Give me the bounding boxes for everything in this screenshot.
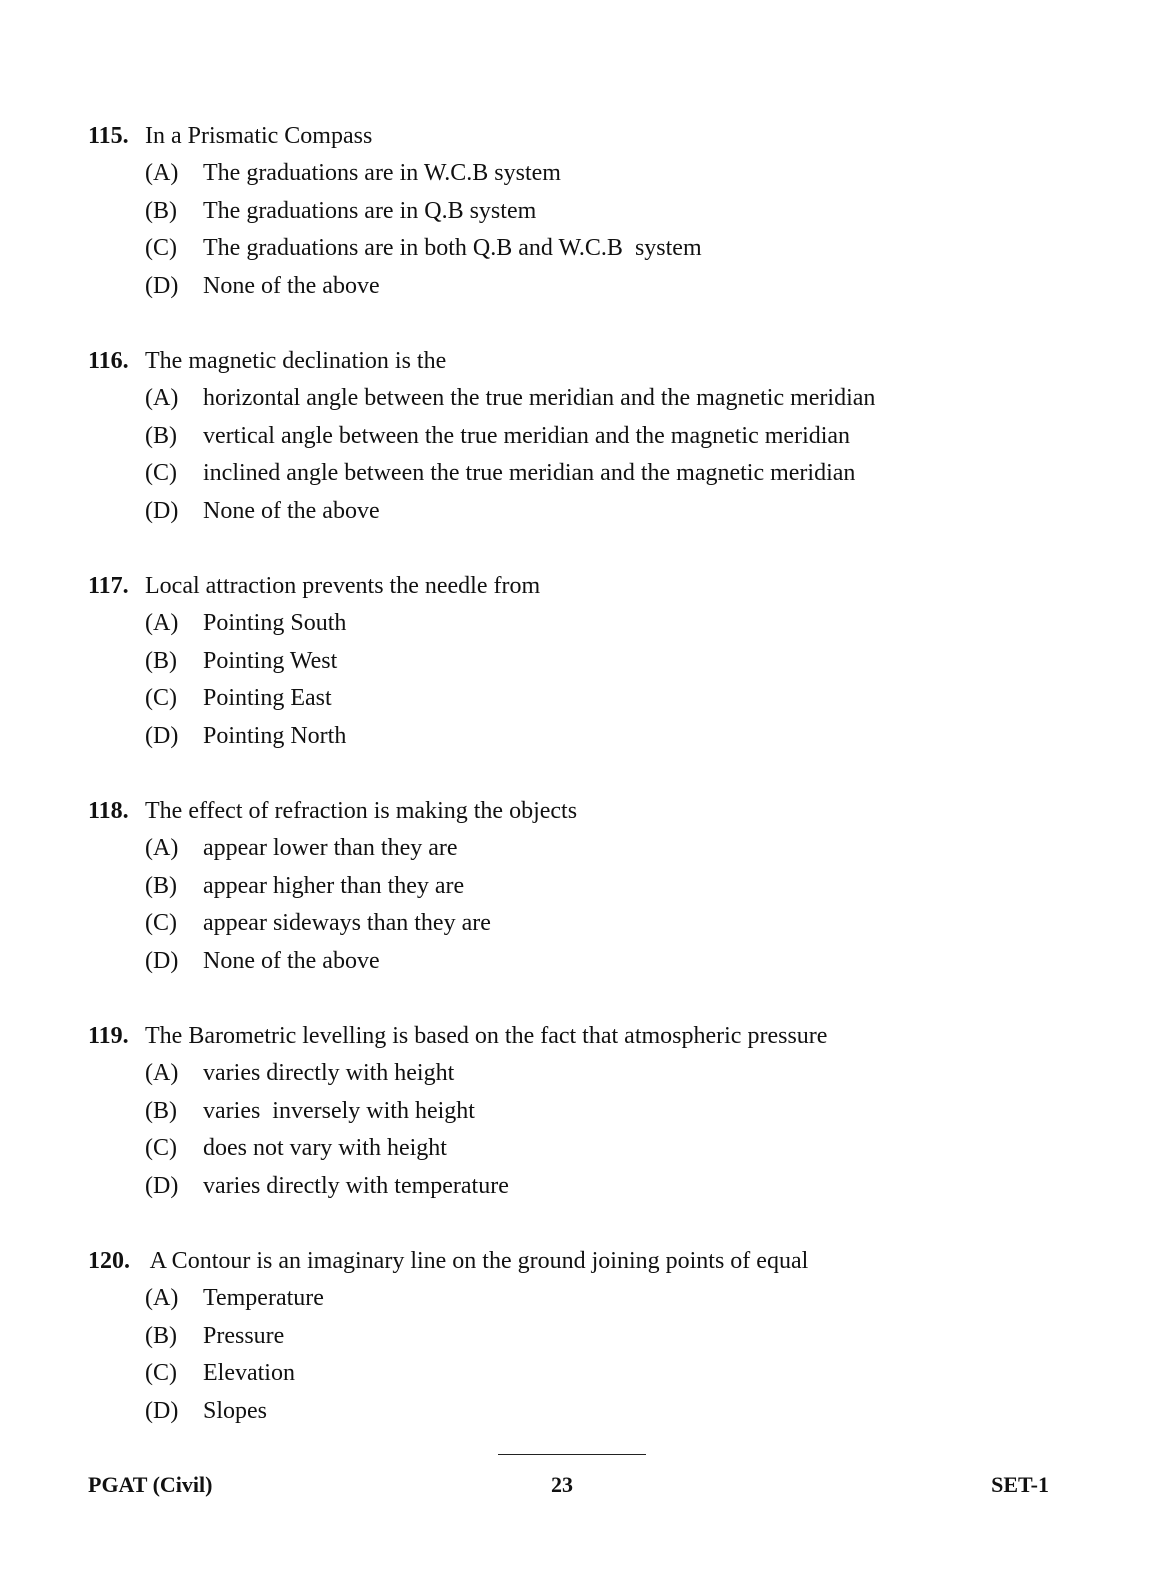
- option-label: (A): [145, 1285, 179, 1311]
- option-text: Pointing North: [203, 722, 347, 749]
- option-c: [88, 905, 1088, 943]
- option-text: None of the above: [203, 947, 380, 974]
- option-b: [88, 868, 1088, 906]
- question-text: The Barometric levelling is based on the fact that atmospheric pressure: [145, 1023, 828, 1049]
- question-number: 116.: [88, 348, 129, 374]
- option-c: [88, 1130, 1088, 1168]
- option-a: [88, 155, 1088, 193]
- question-text: In a Prismatic Compass: [145, 123, 373, 149]
- option-label: (C): [145, 910, 177, 936]
- option-label: (D): [145, 272, 179, 299]
- option-d: [88, 1393, 1088, 1431]
- option-text: None of the above: [203, 497, 380, 524]
- option-label: (B): [145, 1097, 177, 1124]
- option-text: does not vary with height: [203, 1135, 447, 1161]
- option-label: (B): [145, 422, 177, 449]
- option-b: [88, 193, 1088, 231]
- option-a: [88, 830, 1088, 868]
- question-number: 117.: [88, 573, 129, 599]
- option-d: [88, 268, 1088, 306]
- option-c: [88, 230, 1088, 268]
- option-b: [88, 643, 1088, 681]
- option-text: varies directly with temperature: [203, 1172, 509, 1199]
- option-d: [88, 718, 1088, 756]
- option-a: [88, 1055, 1088, 1093]
- question-stem: [88, 117, 1088, 155]
- option-d: [88, 1168, 1088, 1206]
- question-number: 118.: [88, 798, 129, 824]
- option-label: (B): [145, 872, 177, 899]
- question-stem: [88, 567, 1088, 605]
- question-stem: [88, 1017, 1088, 1055]
- option-text: Pointing West: [203, 647, 338, 674]
- question-list: [88, 117, 1088, 1467]
- option-text: appear lower than they are: [203, 835, 458, 861]
- option-label: (D): [145, 497, 179, 524]
- option-a: [88, 605, 1088, 643]
- question-text: The magnetic declination is the: [145, 348, 447, 374]
- question-text: The effect of refraction is making the objects: [145, 798, 578, 824]
- option-text: The graduations are in both Q.B and W.C.B system: [203, 235, 702, 261]
- option-label: (A): [145, 160, 179, 186]
- option-label: (C): [145, 1135, 177, 1161]
- option-d: [88, 943, 1088, 981]
- option-text: horizontal angle between the true meridian and the magnetic meridian: [203, 385, 876, 411]
- question-119: [88, 1017, 1088, 1205]
- option-label: (C): [145, 235, 177, 261]
- option-text: appear sideways than they are: [203, 910, 491, 936]
- question-number: 119.: [88, 1023, 129, 1049]
- option-b: [88, 418, 1088, 456]
- option-d: [88, 493, 1088, 531]
- option-label: (D): [145, 1397, 179, 1424]
- option-text: Slopes: [203, 1397, 268, 1424]
- question-118: [88, 792, 1088, 980]
- question-text: Local attraction prevents the needle from: [145, 573, 541, 599]
- option-a: [88, 380, 1088, 418]
- footer-page-number: 23: [551, 1472, 573, 1497]
- option-text: vertical angle between the true meridian and the magnetic meridian: [203, 422, 851, 449]
- option-b: [88, 1093, 1088, 1131]
- option-text: Elevation: [203, 1360, 295, 1386]
- option-text: inclined angle between the true meridian and the magnetic meridian: [203, 460, 856, 486]
- question-115: [88, 117, 1088, 305]
- footer-divider: [498, 1454, 646, 1455]
- option-b: [88, 1318, 1088, 1356]
- option-label: (A): [145, 835, 179, 861]
- footer-exam-title: PGAT (Civil): [88, 1472, 213, 1497]
- option-text: varies directly with height: [203, 1060, 455, 1086]
- question-stem: [88, 342, 1088, 380]
- option-label: (B): [145, 1322, 177, 1349]
- option-text: The graduations are in Q.B system: [203, 197, 537, 224]
- option-text: Pointing East: [203, 685, 332, 711]
- question-120: [88, 1242, 1088, 1430]
- question-text: A Contour is an imaginary line on the ground joining points of equal: [145, 1248, 809, 1274]
- option-c: [88, 455, 1088, 493]
- option-c: [88, 680, 1088, 718]
- option-text: Temperature: [203, 1285, 324, 1311]
- question-number: 115.: [88, 123, 129, 149]
- option-text: Pointing South: [203, 610, 347, 636]
- option-label: (B): [145, 647, 177, 674]
- option-label: (A): [145, 610, 179, 636]
- option-label: (D): [145, 1172, 179, 1199]
- option-label: (C): [145, 1360, 177, 1386]
- question-stem: [88, 1242, 1088, 1280]
- option-label: (A): [145, 385, 179, 411]
- footer-set-label: SET-1: [991, 1472, 1049, 1497]
- option-label: (A): [145, 1060, 179, 1086]
- option-label: (D): [145, 947, 179, 974]
- question-117: [88, 567, 1088, 755]
- question-116: [88, 342, 1088, 530]
- option-label: (C): [145, 685, 177, 711]
- option-label: (C): [145, 460, 177, 486]
- option-label: (D): [145, 722, 179, 749]
- option-text: appear higher than they are: [203, 872, 465, 899]
- option-text: The graduations are in W.C.B system: [203, 160, 561, 186]
- question-number: 120.: [88, 1248, 130, 1274]
- question-stem: [88, 792, 1088, 830]
- option-text: None of the above: [203, 272, 380, 299]
- option-text: Pressure: [203, 1322, 285, 1349]
- option-label: (B): [145, 197, 177, 224]
- option-c: [88, 1355, 1088, 1393]
- option-text: varies inversely with height: [203, 1097, 475, 1124]
- option-a: [88, 1280, 1088, 1318]
